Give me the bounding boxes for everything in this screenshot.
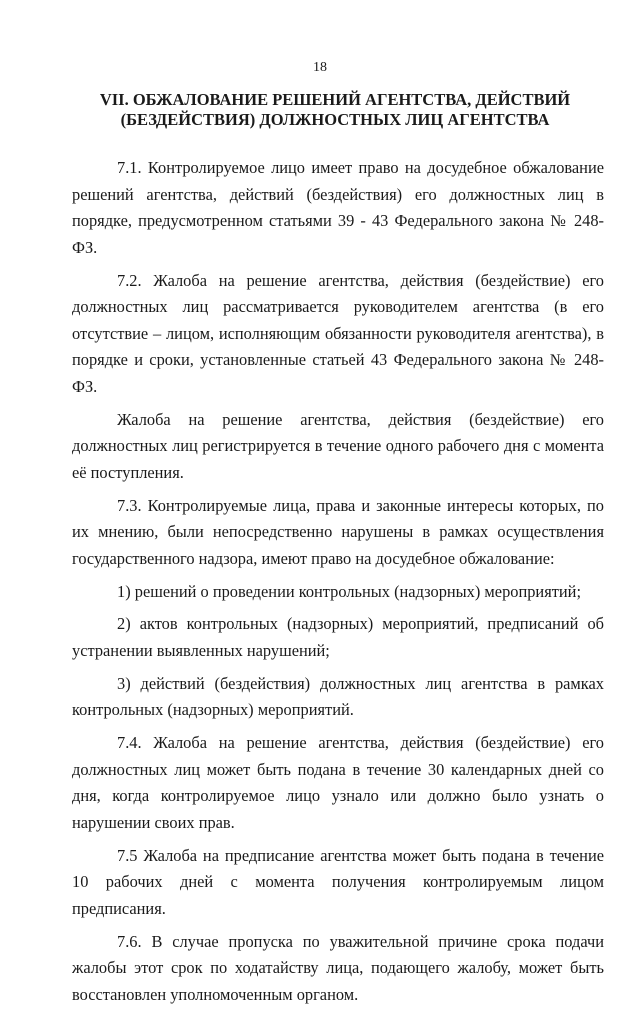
paragraph-7-3: 7.3. Контролируемые лица, права и законные интересы которых, по их мнению, были непосредственно нарушены в рамках осуществления государственного надзора, имеют право на досудебное обжалование: (72, 495, 604, 568)
paragraph-7-6: 7.6. В случае пропуска по уважительной причине срока подачи жалобы этот срок по ходатайству лица, подающего жалобу, может быть восстановлен уполномоченным органом. (72, 931, 604, 1004)
section-heading: VII. ОБЖАЛОВАНИЕ РЕШЕНИЙ АГЕНТСТВА, ДЕЙСТВИЙ (БЕЗДЕЙСТВИЯ) ДОЛЖНОСТНЫХ ЛИЦ АГЕНТСТВА (99, 90, 571, 129)
paragraph-7-4: 7.4. Жалоба на решение агентства, действия (бездействие) его должностных лиц может быть подана в течение 30 календарных дней со дня, когда контролируемое лицо узнало или должно было узнать о нарушении своих прав. (72, 733, 604, 832)
list-item-3: 3) действий (бездействия) должностных лиц агентства в рамках контрольных (надзорных) мероприятий. (72, 673, 604, 720)
section-body (72, 155, 604, 1009)
paragraph-7-1: 7.1. Контролируемое лицо имеет право на досудебное обжалование решений агентства, действий (бездействия) его должностных лиц в порядке, предусмотренном статьями 39 - 43 Федерального закона № 248-ФЗ. (72, 158, 604, 257)
list-item-1: 1) решений о проведении контрольных (надзорных) мероприятий; (117, 581, 582, 601)
list-item-2: 2) актов контрольных (надзорных) мероприятий, предписаний об устранении выявленных нарушений; (72, 614, 604, 661)
paragraph-7-2: 7.2. Жалоба на решение агентства, действия (бездействие) его должностных лиц рассматривается руководителем агентства (в его отсутствие – лицом, исполняющим обязанности руководителя агентства), в порядке и сроки, установленные статьей 43 Федерального закона № 248-ФЗ. (72, 270, 604, 396)
paragraph-complaint-registration: Жалоба на решение агентства, действия (бездействие) его должностных лиц регистрируется в течение одного рабочего дня с момента её поступления. (72, 409, 604, 482)
paragraph-7-5: 7.5 Жалоба на предписание агентства может быть подана в течение 10 рабочих дней с момента получения контролируемым лицом предписания. (72, 845, 604, 918)
page-number: 18 (313, 60, 327, 75)
